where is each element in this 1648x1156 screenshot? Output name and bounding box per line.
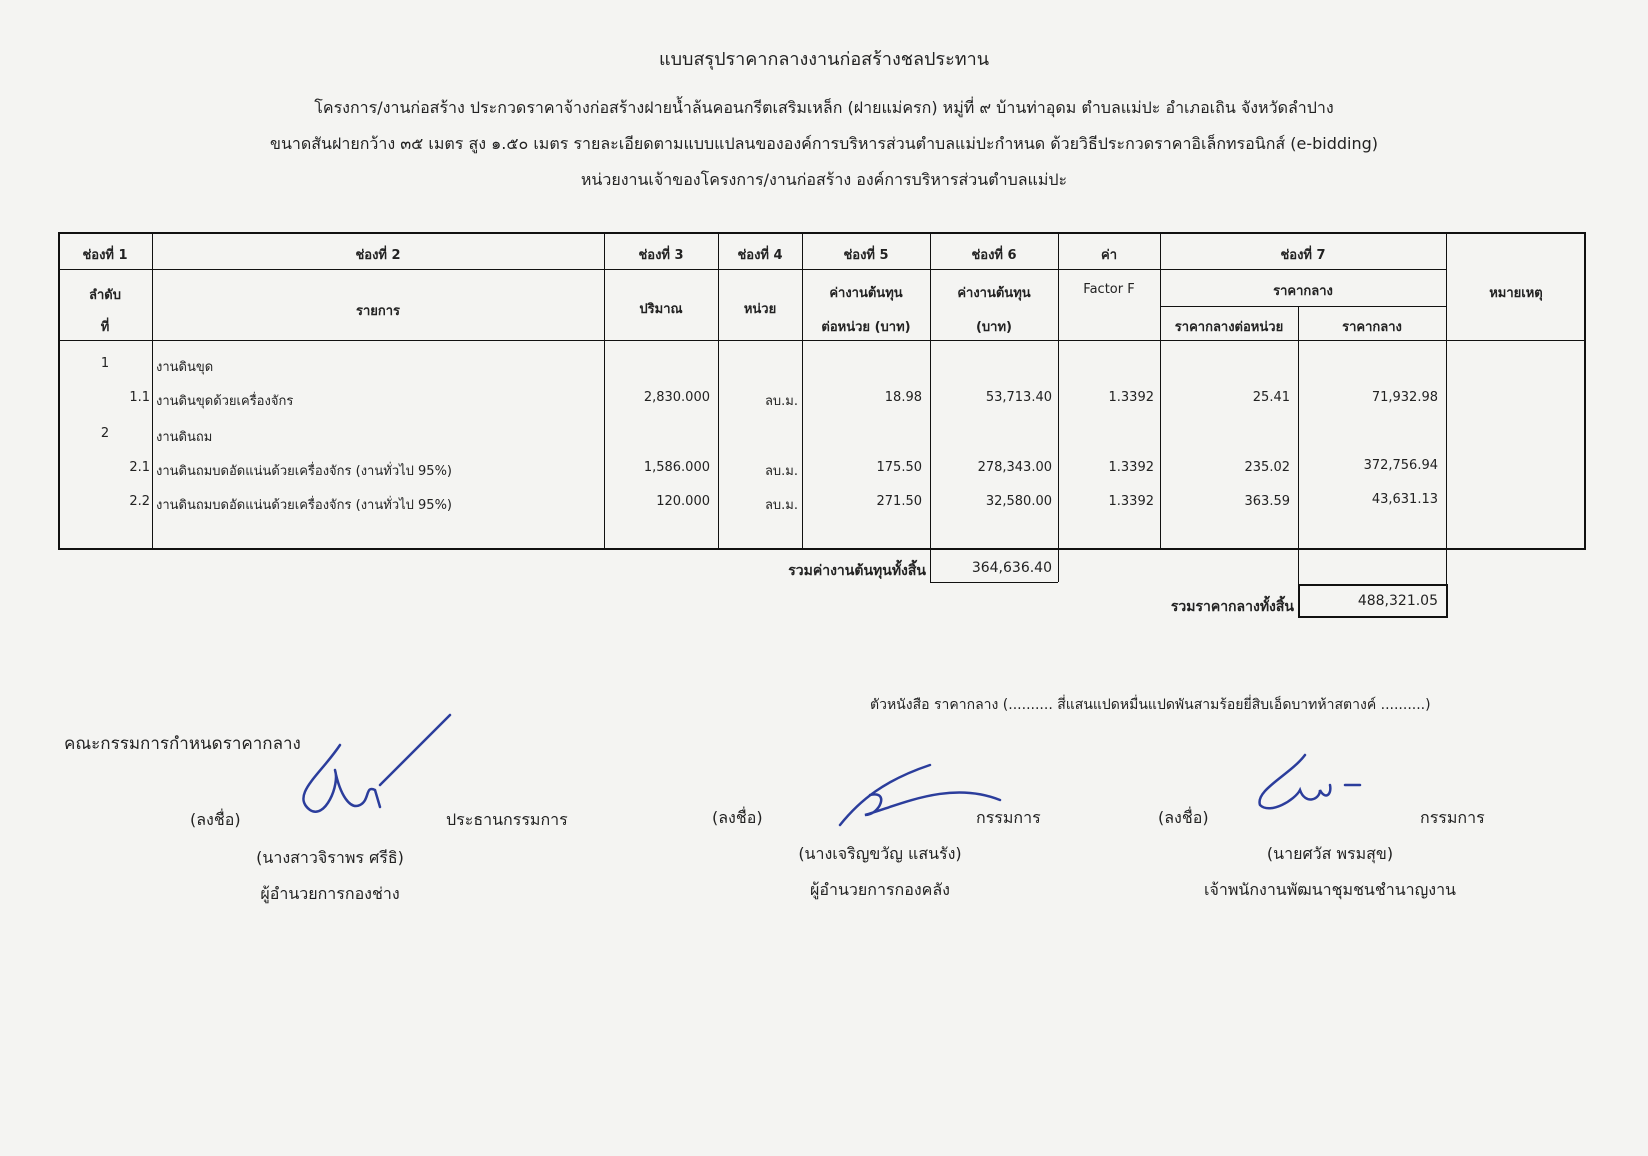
header-remark: หมายเหตุ	[1489, 286, 1543, 301]
header-unit-cost: ค่างานต้นทุน	[829, 286, 903, 301]
signer-2-name: (นางเจริญขวัญ แสนรัง)	[798, 844, 962, 863]
header-median-total: ราคากลาง	[1342, 320, 1402, 335]
row-median-total: 43,631.13	[1371, 492, 1438, 507]
col-header-3: ช่องที่ 3	[638, 248, 684, 263]
table-divider	[58, 340, 1586, 341]
header-qty: ปริมาณ	[639, 302, 683, 317]
header-item: รายการ	[355, 304, 401, 319]
row-median-unit: 25.41	[1252, 390, 1290, 405]
row-median-total: 71,932.98	[1371, 390, 1438, 405]
col-header-6: ช่องที่ 6	[971, 248, 1017, 263]
header-order-2: ที่	[100, 320, 110, 335]
signer-1-sign-label: (ลงชื่อ)	[190, 810, 241, 829]
total-median-value: 488,321.05	[1298, 584, 1448, 618]
col-header-factor: ค่า	[1101, 248, 1117, 263]
signer-1-role: ประธานกรรมการ	[446, 810, 568, 829]
row-unit: ลบ.ม.	[764, 498, 798, 513]
total-median-label: รวมราคากลางทั้งสิ้น	[1170, 599, 1294, 615]
row-no: 2	[100, 426, 110, 441]
row-no: 1	[100, 356, 110, 371]
col-header-4: ช่องที่ 4	[737, 248, 783, 263]
row-unit-cost: 175.50	[876, 460, 922, 475]
header-cost: ค่างานต้นทุน	[957, 286, 1031, 301]
signer-1-position: ผู้อำนวยการกองช่าง	[260, 884, 400, 903]
row-no: 2.1	[129, 460, 150, 475]
header-median-per-unit: ราคากลางต่อหน่วย	[1174, 320, 1284, 335]
row-item: งานดินถมบดอัดแน่นด้วยเครื่องจักร (งานทั่วไป 95%)	[156, 498, 453, 513]
row-factor: 1.3392	[1108, 460, 1154, 475]
header-order: ลำดับ	[89, 288, 121, 303]
row-no: 1.1	[129, 390, 150, 405]
row-unit-cost: 271.50	[876, 494, 922, 509]
row-item: งานดินถมบดอัดแน่นด้วยเครื่องจักร (งานทั่วไป 95%)	[156, 464, 453, 479]
row-cost: 32,580.00	[985, 494, 1052, 509]
col-header-5: ช่องที่ 5	[843, 248, 889, 263]
document-title: แบบสรุปราคากลางงานก่อสร้างชลประทาน	[658, 49, 990, 70]
row-unit: ลบ.ม.	[764, 394, 798, 409]
amount-in-words: ตัวหนังสือ ราคากลาง (.......... สี่แสนแปดหมื่นแปดพันสามร้อยยี่สิบเอ็ดบาทห้าสตางค์ ..........)	[870, 697, 1431, 713]
col-header-1: ช่องที่ 1	[82, 248, 128, 263]
signer-2-sign-label: (ลงชื่อ)	[712, 808, 763, 827]
header-cost-2: (บาท)	[975, 320, 1012, 335]
row-qty: 120.000	[656, 494, 710, 509]
row-no: 2.2	[129, 494, 150, 509]
row-median-unit: 235.02	[1244, 460, 1290, 475]
committee-title: คณะกรรมการกำหนดราคากลาง	[64, 734, 301, 754]
header-median: ราคากลาง	[1273, 284, 1333, 299]
row-median-total: 372,756.94	[1363, 458, 1438, 473]
table-divider	[1160, 306, 1446, 307]
signer-3-role: กรรมการ	[1420, 808, 1485, 827]
total-cost-label: รวมค่างานต้นทุนทั้งสิ้น	[788, 563, 926, 579]
signer-3-position: เจ้าพนักงานพัฒนาชุมชนชำนาญงาน	[1204, 880, 1456, 899]
table-divider	[1160, 269, 1446, 270]
row-qty: 2,830.000	[643, 390, 710, 405]
total-cost-bottom	[930, 582, 1058, 583]
signer-2-role: กรรมการ	[976, 808, 1041, 827]
header-unit: หน่วย	[743, 302, 777, 317]
table-divider	[58, 269, 1160, 270]
total-cost-value: 364,636.40	[971, 560, 1052, 576]
col-header-7: ช่องที่ 7	[1280, 248, 1326, 263]
header-factor: Factor F	[1083, 282, 1135, 297]
row-item: งานดินขุด	[156, 360, 214, 375]
row-qty: 1,586.000	[643, 460, 710, 475]
signer-1-name: (นางสาวจิราพร ศรีธิ)	[256, 848, 404, 867]
row-unit-cost: 18.98	[884, 390, 922, 405]
row-item: งานดินถม	[156, 430, 213, 445]
row-factor: 1.3392	[1108, 390, 1154, 405]
row-cost: 53,713.40	[985, 390, 1052, 405]
header-unit-cost-2: ต่อหน่วย (บาท)	[821, 320, 911, 335]
owner-agency-line: หน่วยงานเจ้าของโครงการ/งานก่อสร้าง องค์การบริหารส่วนตำบลแม่ปะ	[580, 170, 1068, 189]
row-factor: 1.3392	[1108, 494, 1154, 509]
row-cost: 278,343.00	[977, 460, 1052, 475]
signer-3-sign-label: (ลงชื่อ)	[1158, 808, 1209, 827]
signature-3	[1250, 750, 1380, 830]
row-median-unit: 363.59	[1244, 494, 1290, 509]
project-detail-line: ขนาดสันฝายกว้าง ๓๕ เมตร สูง ๑.๕๐ เมตร รายละเอียดตามแบบแปลนขององค์การบริหารส่วนตำบลแม่ปะกำหนด ด้วยวิธีประกวดราคาอิเล็กทรอนิกส์ (e-bidding)	[270, 134, 1378, 153]
signer-3-name: (นายศวัส พรมสุข)	[1266, 844, 1394, 863]
table-divider	[152, 232, 153, 550]
row-unit: ลบ.ม.	[764, 464, 798, 479]
col-header-2: ช่องที่ 2	[355, 248, 401, 263]
project-line: โครงการ/งานก่อสร้าง ประกวดราคาจ้างก่อสร้างฝายน้ำล้นคอนกรีตเสริมเหล็ก (ฝายแม่ครก) หมู่ที่ ๙ บ้านท่าอุดม ตำบลแม่ปะ อำเภอเถิน จังหวัดลำปาง	[314, 98, 1334, 117]
signer-2-position: ผู้อำนวยการกองคลัง	[810, 880, 950, 899]
row-item: งานดินขุดด้วยเครื่องจักร	[156, 394, 294, 409]
